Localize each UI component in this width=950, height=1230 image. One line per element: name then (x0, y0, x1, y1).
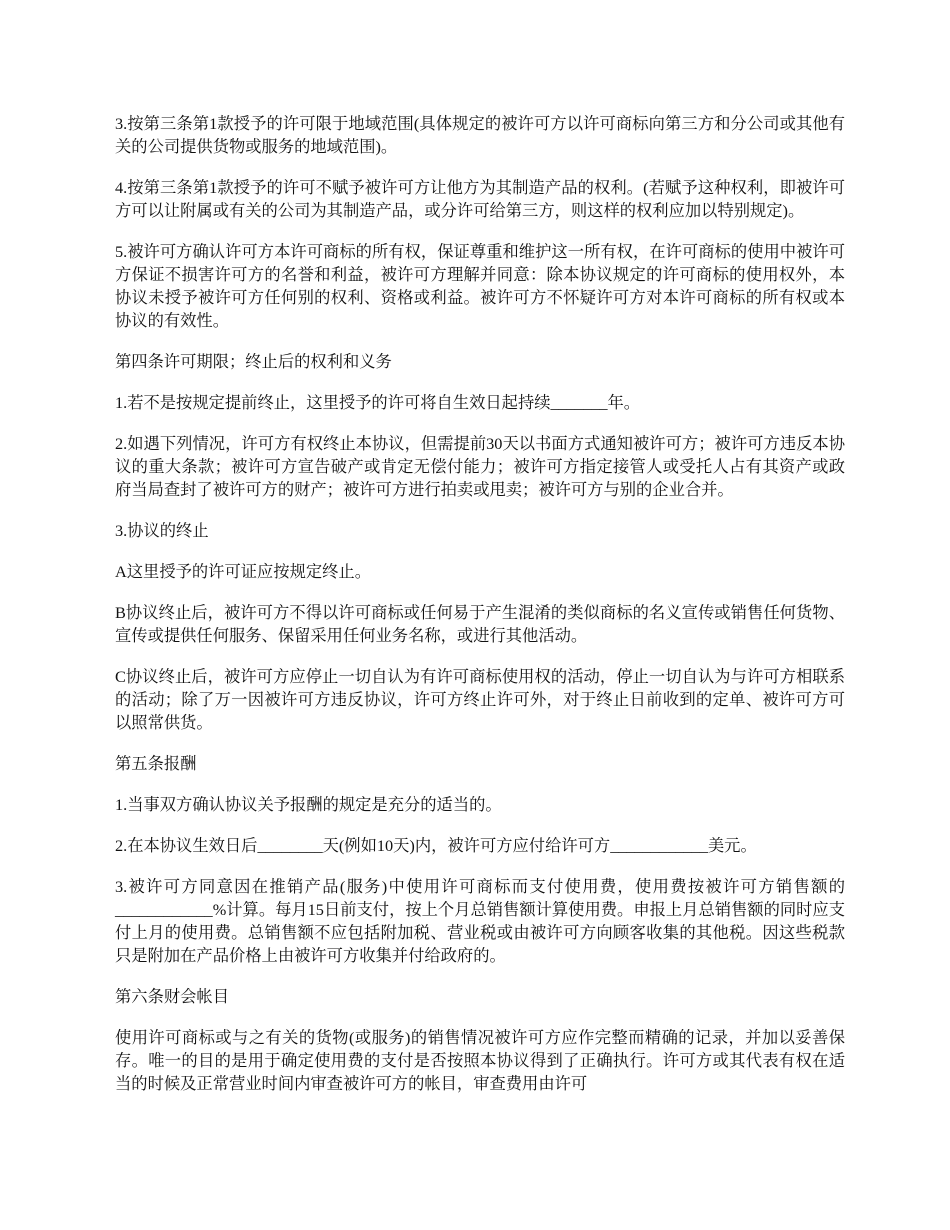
paragraph-license-duration: 1.若不是按规定提前终止，这里授予的许可将自生效日起持续_______年。 (115, 393, 641, 412)
paragraph-termination-b: B协议终止后，被许可方不得以许可商标或任何易于产生混淆的类似商标的名义宣传或销售任何货物、宣传或提供任何服务、保留采用任何业务名称，或进行其他活动。 (115, 603, 845, 645)
paragraph-royalty-fee: 3.被许可方同意因在推销产品(服务)中使用许可商标而支付使用费，使用费按被许可方销售额的____________%计算。每月15日前支付，按上个月总销售额计算使用费。申报上月总销售额的同时应支付上月的使用费。总销售额不应包括附加税、营业税或由被许可方向顾客收集的其他税。因这些税款只是附加在产品价格上由被许可方收集并付给政府的。 (115, 877, 845, 965)
paragraph-remuneration-adequate: 1.当事双方确认协议关予报酬的规定是充分的适当的。 (115, 795, 502, 814)
paragraph-termination-c: C协议终止后，被许可方应停止一切自认为有许可商标使用权的活动，停止一切自认为与许可方相联系的活动；除了万一因被许可方违反协议，许可方终止许可外，对于终止日前收到的定单、被许可方可以照常供货。 (115, 667, 845, 732)
paragraph-territory-limit: 3.按第三条第1款授予的许可限于地域范围(具体规定的被许可方以许可商标向第三方和分公司或其他有关的公司提供货物或服务的地域范围)。 (115, 114, 845, 156)
paragraph-accounting-records: 使用许可商标或与之有关的货物(或服务)的销售情况被许可方应作完整而精确的记录，并加以妥善保存。唯一的目的是用于确定使用费的支付是否按照本协议得到了正确执行。许可方或其代表有权在适当的时候及正常营业时间内审查被许可方的帐目，审查费用由许可 (115, 1028, 845, 1093)
paragraph-initial-payment: 2.在本协议生效日后________天(例如10天)内，被许可方应付给许可方____________美元。 (115, 836, 757, 855)
article-five-heading: 第五条报酬 (115, 754, 197, 773)
paragraph-termination-conditions: 2.如遇下列情况，许可方有权终止本协议，但需提前30天以书面方式通知被许可方；被许可方违反本协议的重大条款；被许可方宣告破产或肯定无偿付能力；被许可方指定接管人或受托人占有其资产或政府当局查封了被许可方的财产；被许可方进行拍卖或甩卖；被许可方与别的企业合并。 (115, 434, 845, 499)
article-six-heading: 第六条财会帐目 (115, 987, 229, 1006)
article-four-heading: 第四条许可期限；终止后的权利和义务 (115, 352, 392, 371)
document-page (115, 112, 845, 1113)
paragraph-ownership-acknowledgement: 5.被许可方确认许可方本许可商标的所有权，保证尊重和维护这一所有权，在许可商标的使用中被许可方保证不损害许可方的名誉和利益，被许可方理解并同意：除本协议规定的许可商标的使用权外，本协议未授予被许可方任何别的权利、资格或利益。被许可方不怀疑许可方对本许可商标的所有权或本协议的有效性。 (115, 242, 845, 330)
paragraph-termination-a: A这里授予的许可证应按规定终止。 (115, 562, 371, 581)
paragraph-manufacturing-rights: 4.按第三条第1款授予的许可不赋予被许可方让他方为其制造产品的权利。(若赋予这种权利，即被许可方可以让附属或有关的公司为其制造产品，或分许可给第三方，则这样的权利应加以特别规定)。 (115, 178, 845, 220)
termination-subheading: 3.协议的终止 (115, 521, 209, 540)
